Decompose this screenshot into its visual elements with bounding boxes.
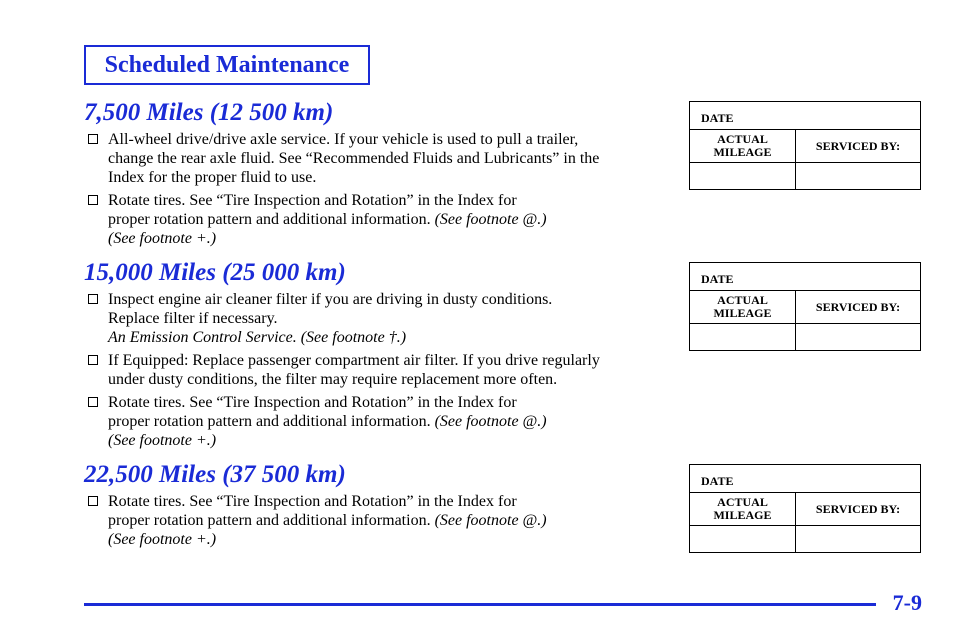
footer-rule (84, 603, 876, 606)
serviced-by-field[interactable] (796, 163, 920, 189)
footnote-ref: (See footnote +.) (108, 432, 217, 449)
checkbox-icon[interactable] (88, 195, 98, 205)
list-item (84, 290, 684, 347)
checkbox-icon[interactable] (88, 134, 98, 144)
date-label[interactable]: DATE (690, 263, 920, 291)
item-text: proper rotation pattern and additional information. (108, 211, 431, 228)
page-number: 7-9 (892, 590, 922, 615)
serviced-by-field[interactable] (796, 324, 920, 350)
mileage-label: ACTUAL MILEAGE (690, 130, 796, 162)
date-label[interactable]: DATE (690, 102, 920, 130)
item-text: All-wheel drive/drive axle service. If your vehicle is used to pull a trailer, (108, 131, 579, 148)
header-title: Scheduled Maintenance (104, 51, 350, 78)
item-text: Index for the proper fluid to use. (108, 169, 317, 186)
service-record-box (689, 262, 921, 351)
item-text: under dusty conditions, the filter may require replacement more often. (108, 371, 558, 388)
list-item (84, 393, 684, 450)
service-record-box (689, 101, 921, 190)
footnote-ref: (See footnote @.) (434, 512, 547, 529)
footnote-ref: (See footnote @.) (434, 211, 547, 228)
checkbox-icon[interactable] (88, 397, 98, 407)
section-title: 22,500 Miles (37 500 km) (84, 461, 346, 488)
list-item (84, 191, 684, 248)
item-text: Inspect engine air cleaner filter if you are driving in dusty conditions. (108, 291, 553, 308)
mileage-field[interactable] (690, 324, 796, 350)
checkbox-icon[interactable] (88, 294, 98, 304)
mileage-label: ACTUAL MILEAGE (690, 493, 796, 525)
item-text: change the rear axle fluid. See “Recommended Fluids and Lubricants” in the (108, 150, 600, 167)
serviced-by-label: SERVICED BY: (815, 501, 901, 516)
mileage-field[interactable] (690, 163, 796, 189)
date-label[interactable]: DATE (690, 465, 920, 493)
serviced-by-field[interactable] (796, 526, 920, 552)
item-text: If Equipped: Replace passenger compartment air filter. If you drive regularly (108, 352, 600, 369)
mileage-field[interactable] (690, 526, 796, 552)
section-title: 15,000 Miles (25 000 km) (84, 259, 346, 286)
section-22500 (84, 460, 684, 553)
service-record-box (689, 464, 921, 553)
section-15000 (84, 258, 684, 454)
section-7500 (84, 98, 684, 252)
item-text: Rotate tires. See “Tire Inspection and Rotation” in the Index for (108, 394, 517, 411)
serviced-by-label: SERVICED BY: (815, 299, 901, 314)
serviced-by-label: SERVICED BY: (815, 138, 901, 153)
item-text: Replace filter if necessary. (108, 310, 278, 327)
checkbox-icon[interactable] (88, 355, 98, 365)
section-title: 7,500 Miles (12 500 km) (84, 99, 334, 126)
item-text: Rotate tires. See “Tire Inspection and Rotation” in the Index for (108, 192, 517, 209)
section-header (84, 45, 370, 85)
list-item (84, 130, 684, 187)
footnote-ref: (See footnote @.) (434, 413, 547, 430)
footnote-ref: An Emission Control Service. (See footnote †.) (108, 329, 407, 346)
item-text: proper rotation pattern and additional information. (108, 512, 431, 529)
item-text: Rotate tires. See “Tire Inspection and Rotation” in the Index for (108, 493, 517, 510)
list-item (84, 492, 684, 549)
list-item (84, 351, 684, 389)
mileage-label: ACTUAL MILEAGE (690, 291, 796, 323)
checkbox-icon[interactable] (88, 496, 98, 506)
footnote-ref: (See footnote +.) (108, 230, 217, 247)
item-text: proper rotation pattern and additional information. (108, 413, 431, 430)
footnote-ref: (See footnote +.) (108, 531, 217, 548)
